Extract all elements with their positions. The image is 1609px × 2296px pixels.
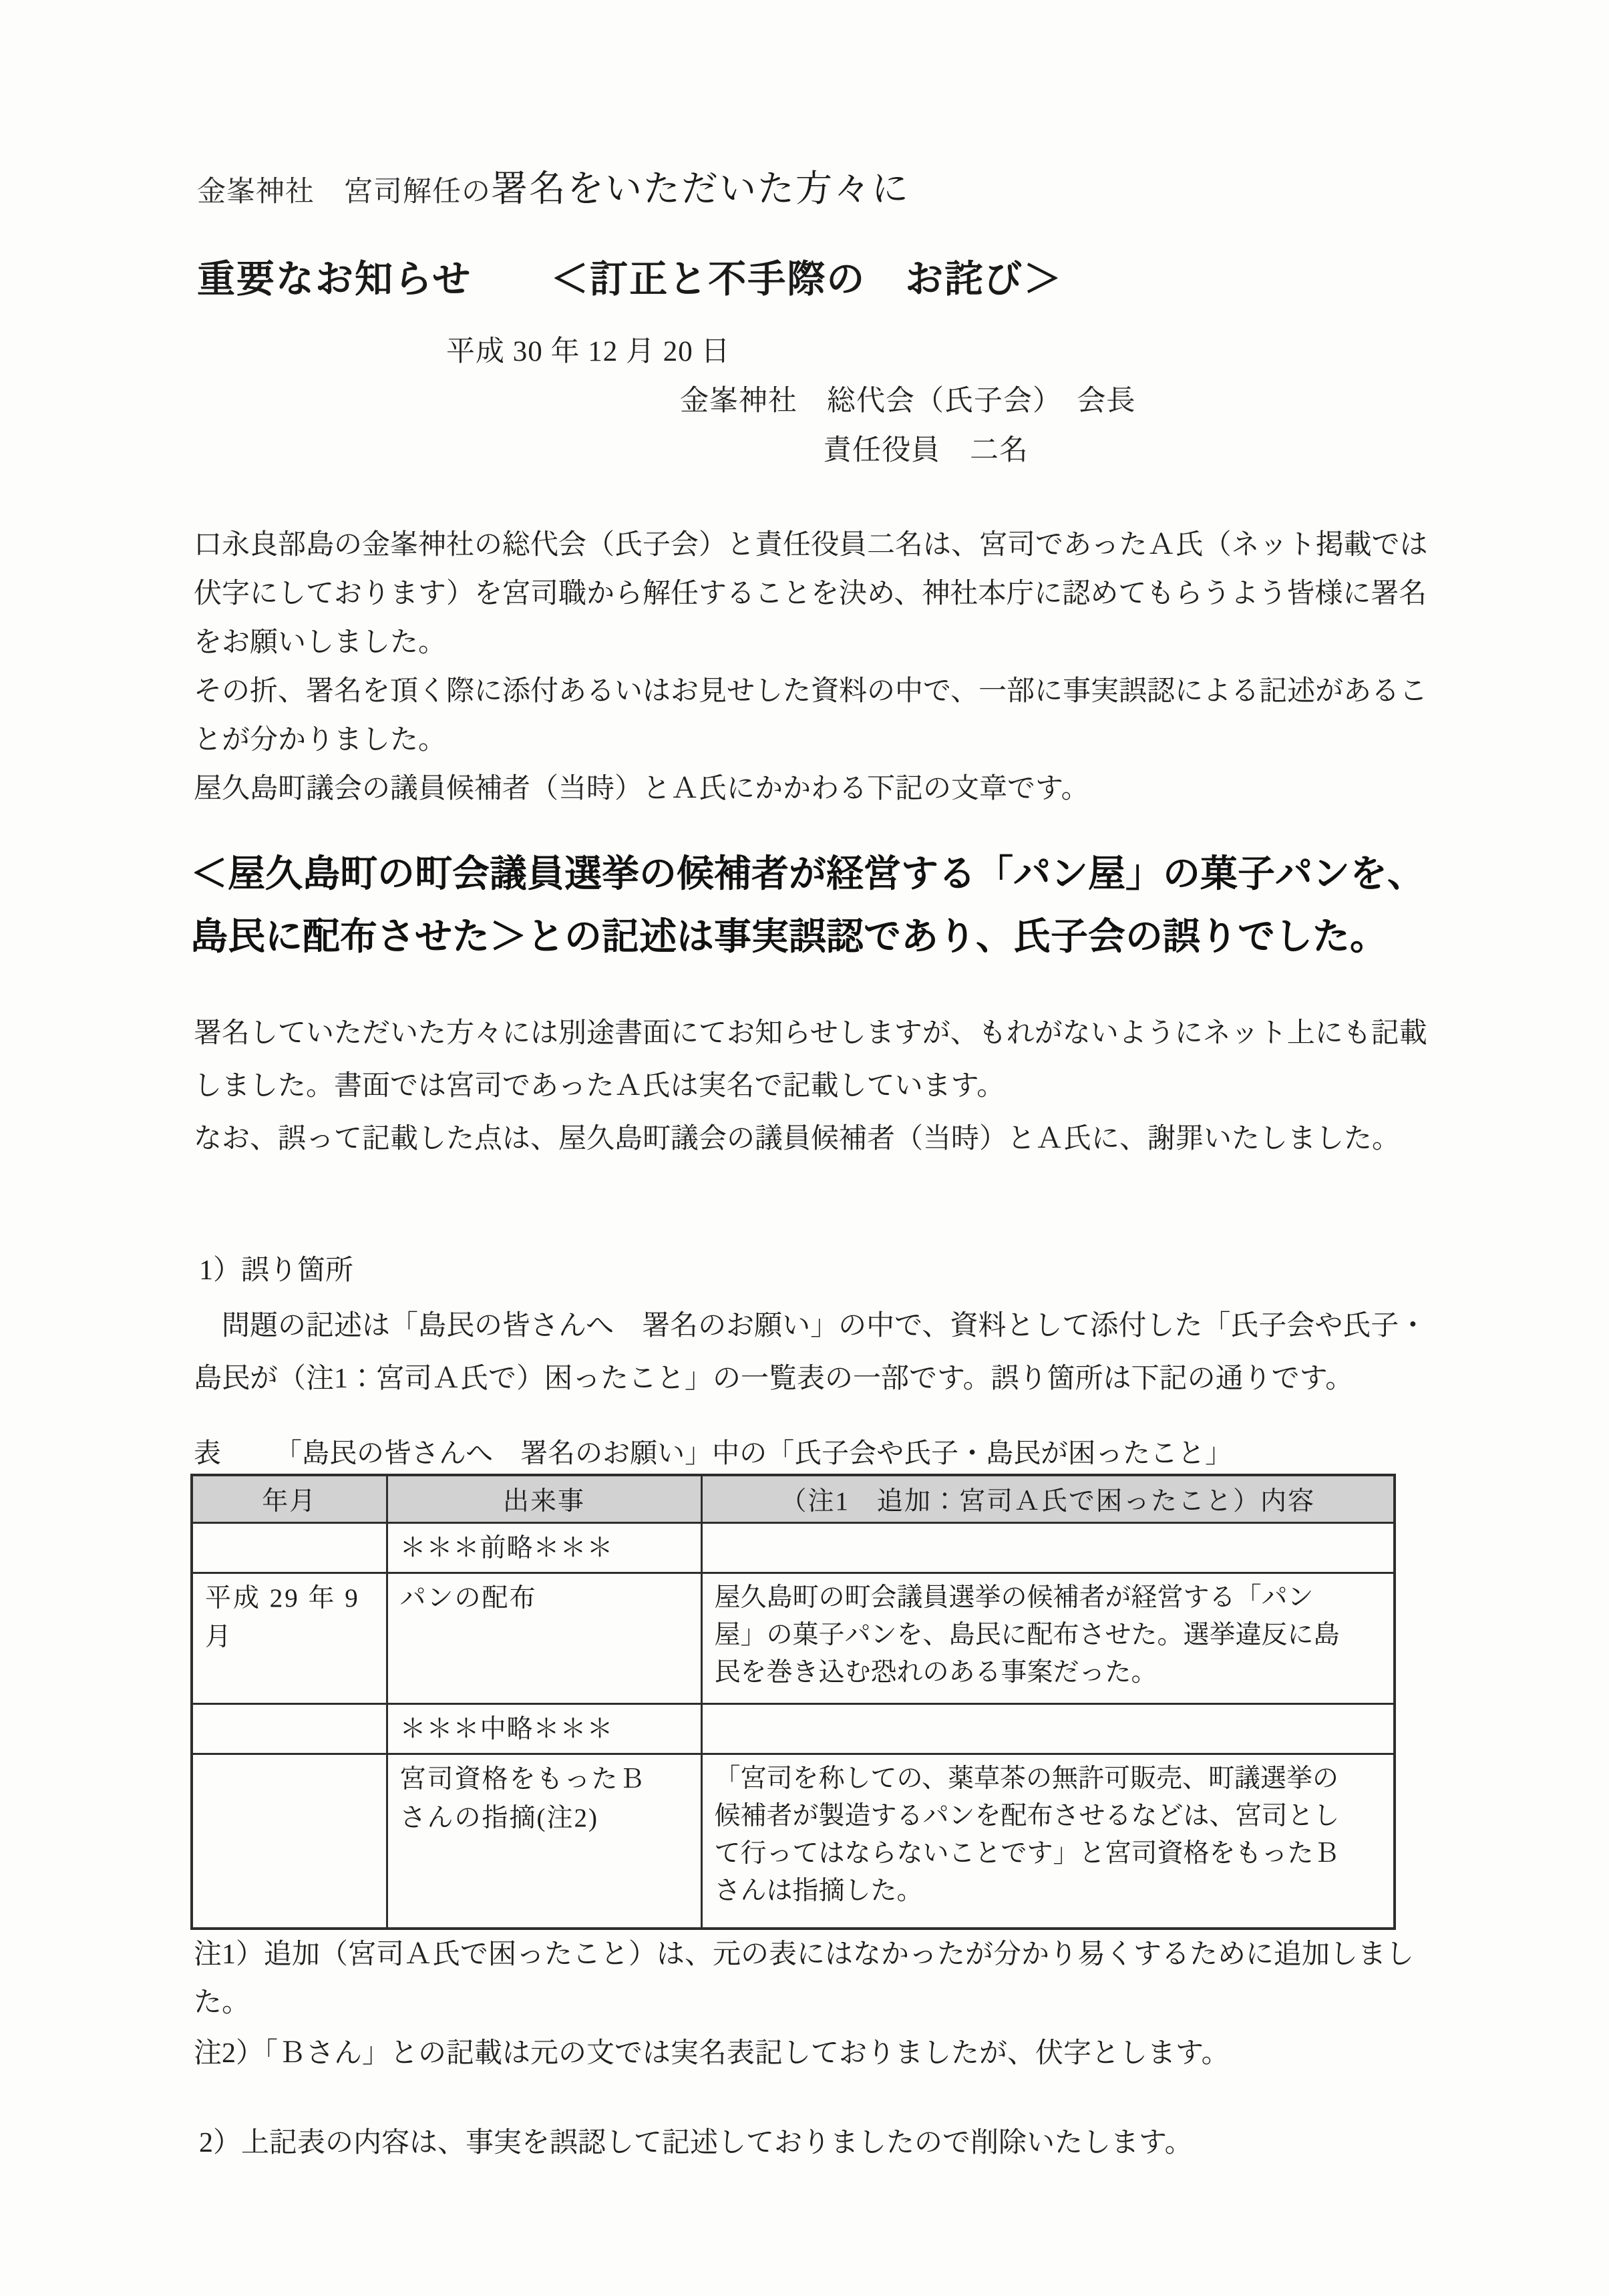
- table-cell-content: [701, 1754, 1395, 1929]
- text-line: しました。書面では宮司であったＡ氏は実名で記載しています。: [194, 1071, 1005, 1102]
- text-line: 口永良部島の金峯神社の総代会（氏子会）と責任役員二名は、宮司であったＡ氏（ネット掲載では: [194, 530, 1428, 560]
- text-line: さんの指摘(注2): [399, 1804, 598, 1832]
- text-line: 署名していただいた方々には別途書面にてお知らせしますが、もれがないようにネット上にも記載: [194, 1018, 1427, 1049]
- table-cell-content: [701, 1523, 1395, 1573]
- table-cell-date: [192, 1523, 387, 1573]
- footnote-1: [194, 1931, 1414, 2027]
- text-line: 注1）追加（宮司Ａ氏で困ったこと）は、元の表にはなかったが分かり易くするために追加しまし: [194, 1939, 1415, 1970]
- text-line: 候補者が製造するパンを配布させるなどは、宮司とし: [714, 1802, 1340, 1830]
- text-line: その折、署名を頂く際に添付あるいはお見せした資料の中で、一部に事実誤認による記述があるこ: [194, 676, 1428, 707]
- header-cell-date: 年月: [192, 1475, 387, 1523]
- section-2-statement: 2）上記表の内容は、事実を誤認して記述しておりましたので削除いたします。: [199, 2128, 1193, 2158]
- text-line: とが分かりました。: [194, 725, 447, 756]
- table-header-row: [192, 1475, 1395, 1523]
- table-row-pan-distribution: [192, 1573, 1395, 1704]
- text-line: て行ってはならないことです」と宮司資格をもったＢ: [714, 1839, 1340, 1868]
- text-line: ＜屋久島町の町会議員選挙の候補者が経営する「パン屋」の菓子パンを、: [190, 854, 1425, 895]
- emphasis-statement: [190, 843, 1425, 969]
- text-line: なお、誤って記載した点は、屋久島町議会の議員候補者（当時）とＡ氏に、謝罪いたしました。: [194, 1124, 1401, 1154]
- table-row-b-san-remark: [192, 1754, 1395, 1929]
- text-line: 宮司資格をもったＢ: [399, 1765, 647, 1794]
- text-line: 問題の記述は「島民の皆さんへ 署名のお願い」の中で、資料として添付した「氏子会や氏子・: [194, 1311, 1427, 1341]
- header-main: 署名をいただいた方々に: [491, 168, 910, 209]
- table-cell-date: [192, 1573, 387, 1704]
- text-line: 伏字にしております）を宮司職から解任することを決め、神社本庁に認めてもらうよう皆様に署名: [194, 579, 1427, 609]
- text-line: 月: [205, 1623, 234, 1651]
- section-1-heading: 1）誤り箇所: [199, 1255, 354, 1286]
- table-cell-date: [192, 1754, 387, 1929]
- text-line: 屋」の菓子パンを、島民に配布させた。選挙違反に島: [714, 1621, 1340, 1649]
- table-cell-event: [387, 1754, 701, 1929]
- text-line: 屋久島町の町会議員選挙の候補者が経営する「パン: [714, 1583, 1314, 1612]
- text-line: さんは指摘した。: [714, 1876, 923, 1905]
- date-line: 平成 30 年 12 月 20 日: [446, 336, 731, 367]
- footnote-2: 注2）「Ｂさん」との記載は元の文では実名表記しておりましたが、伏字とします。: [194, 2038, 1230, 2069]
- table-cell-event: ＊＊＊前略＊＊＊: [387, 1523, 701, 1573]
- text-line: をお願いしました。: [194, 627, 447, 658]
- text-line: 平成 29 年 9: [205, 1584, 360, 1613]
- text-line: 島民に配布させた＞との記述は事実誤認であり、氏子会の誤りでした。: [190, 917, 1387, 958]
- header-cell-content: （注1 追加：宮司Ａ氏で困ったこと）内容: [701, 1475, 1395, 1523]
- events-table: [190, 1474, 1396, 1930]
- text-line: 「宮司を称しての、薬草茶の無許可販売、町議選挙の: [714, 1764, 1338, 1793]
- table-row-churyaku: [192, 1704, 1395, 1754]
- page-title: 重要なお知らせ ＜訂正と不手際の お詫び＞: [197, 259, 1063, 301]
- text-line: た。: [194, 1987, 250, 2018]
- document-header: [197, 159, 910, 212]
- table-cell-content: [701, 1573, 1395, 1704]
- table-caption-text: 「島民の皆さんへ 署名のお願い」中の「氏子会や氏子・島民が困ったこと」: [275, 1438, 1233, 1468]
- table-cell-event: ＊＊＊中略＊＊＊: [387, 1704, 701, 1754]
- table-cell-content: [701, 1704, 1395, 1754]
- text-line: 屋久島町議会の議員候補者（当時）とＡ氏にかかわる下記の文章です。: [194, 774, 1089, 804]
- body-paragraphs: [194, 521, 1428, 814]
- sender-officers: 責任役員 二名: [823, 435, 1029, 466]
- table-row-zenryaku: [192, 1523, 1395, 1573]
- followup-paragraph: [194, 1007, 1427, 1166]
- text-line: 民を巻き込む恐れのある事案だった。: [714, 1658, 1157, 1687]
- header-prefix: 金峯神社 宮司解任の: [197, 176, 491, 208]
- table-caption-label: 表: [194, 1438, 221, 1468]
- table-cell-event: パンの配布: [387, 1573, 701, 1704]
- text-line: 島民が（注1：宮司Ａ氏で）困ったこと」の一覧表の一部です。誤り箇所は下記の通りです。: [194, 1363, 1354, 1394]
- table-cell-date: [192, 1704, 387, 1754]
- header-cell-event: 出来事: [387, 1475, 701, 1523]
- sender-organization: 金峯神社 総代会（氏子会） 会長: [680, 385, 1136, 417]
- table-caption: [194, 1431, 1232, 1470]
- section-1-body: [194, 1300, 1427, 1406]
